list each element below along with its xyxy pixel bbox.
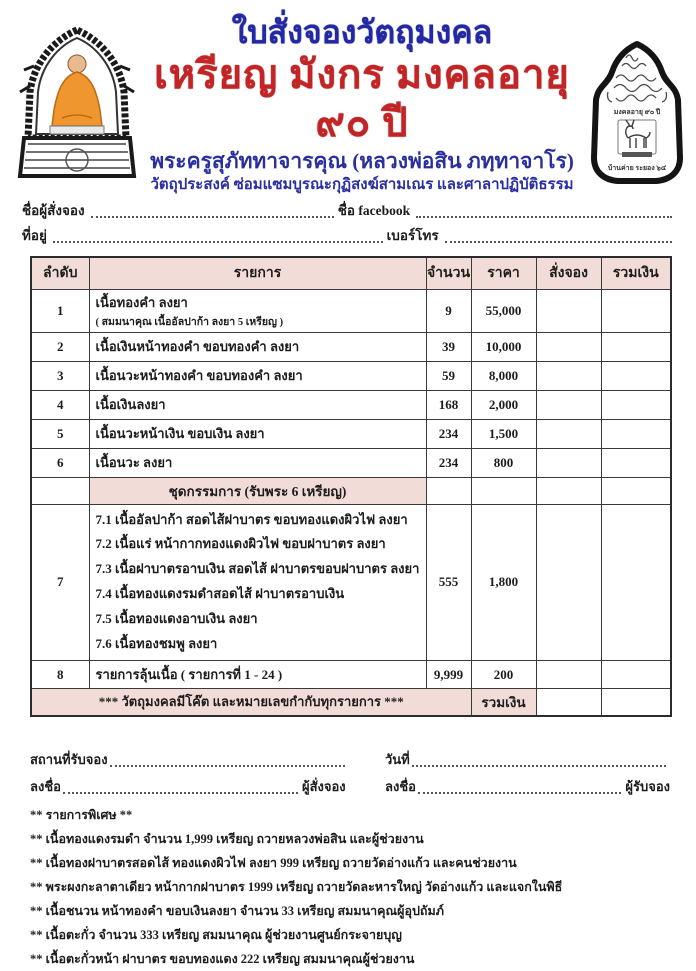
row-no: 2 (31, 332, 89, 361)
special-item: ** พระผงกะลาตาเดียว หน้ากากฝาบาตร 1999 เหรียญ ถวายวัดละหารใหญ่ วัดอ่างแก้ว และแจกในพิธี (30, 879, 563, 894)
order-blank-cell (536, 390, 601, 419)
qty-cell: 234 (426, 419, 471, 448)
sign-label: ลงชื่อ (385, 778, 416, 794)
total-blank-cell (601, 361, 671, 390)
special-item: ** เนื้อตะกั่วหน้า ฝาบาตร ขอบทองแดง 222 เหรียญ สมมนาคุณผู้ช่วยงาน (30, 951, 415, 966)
form-header (0, 0, 696, 192)
table-row (31, 390, 671, 419)
qty-cell: 168 (426, 390, 471, 419)
price-cell: 200 (471, 661, 536, 689)
total-blank-cell (601, 332, 671, 361)
qty-cell: 555 (426, 504, 471, 661)
item-name: เนื้อทองคำ ลงยา (95, 294, 188, 310)
sub-item: 7.3 เนื้อฝาบาตรอาบเงิน สอดไส้ ฝาบาตรขอบฝาบาตร ลงยา (95, 561, 420, 577)
special-item: ** เนื้อตะกั่ว จำนวน 333 เหรียญ สมมนาคุณ ผู้ช่วยงานศูนย์กระจายบุญ (30, 927, 402, 942)
purpose-line: วัตถุประสงค์ ซ่อมแซมบูรณะกุฏิสงฆ์สามเณร และศาลาปฏิบัติธรรม (150, 177, 574, 194)
order-blank-cell (536, 504, 601, 661)
receiver-signature-block (385, 743, 670, 797)
dotted-line (412, 765, 666, 767)
code-note: *** วัตถุมงคลมีโค๊ต และหมายเลขกำกับทุกรายการ *** (31, 689, 471, 716)
receiver-label: ผู้รับจอง (625, 778, 670, 794)
special-item: ** เนื้อชนวน หน้าทองคำ ขอบเงินลงยา จำนวน 33 เหรียญ สมมนาคุณผู้อุปถัมภ์ (30, 903, 444, 918)
price-cell: 55,000 (471, 289, 536, 332)
sub-item: 7.6 เนื้อทองชมพู ลงยา (95, 636, 218, 652)
orderer-name-row (22, 196, 676, 221)
col-header-order: สั่งจอง (536, 257, 601, 289)
total-blank-cell (601, 689, 671, 716)
qty-cell: 9 (426, 289, 471, 332)
special-item: ** เนื้อทองฝาบาตรสอดไส้ ทองแดงผิวไฟ ลงยา 999 เหรียญ ถวายวัดอ่างแก้ว และคนช่วยงาน (30, 855, 517, 870)
dotted-line (445, 241, 672, 243)
special-title: ** รายการพิเศษ ** (30, 807, 133, 822)
order-blank-cell (536, 361, 601, 390)
total-blank-cell (601, 504, 671, 661)
qty-cell: 234 (426, 448, 471, 477)
orderer-sign-row (30, 770, 380, 797)
sub-item: 7.1 เนื้ออัลปาก้า สอดไส้ฝาบาตร ขอบทองแดงผิวไฟ ลงยา (95, 511, 408, 527)
receiver-sign-row (385, 770, 670, 797)
form-title: ใบสั่งจองวัตถุมงคล (231, 14, 493, 50)
row-no: 7 (31, 504, 89, 661)
table-row (31, 361, 671, 390)
sub-item: 7.5 เนื้อทองแดงอาบเงิน ลงยา (95, 611, 258, 627)
price-cell: 800 (471, 448, 536, 477)
place-label: สถานที่รับจอง (30, 751, 108, 767)
dotted-line (418, 792, 621, 794)
order-table (30, 256, 672, 717)
order-blank-cell (536, 689, 601, 716)
facebook-label: ชื่อ facebook (337, 203, 411, 218)
total-blank-cell (601, 390, 671, 419)
table-row (31, 419, 671, 448)
col-header-qty: จำนวน (426, 257, 471, 289)
row-no: 5 (31, 419, 89, 448)
row-no: 1 (31, 289, 89, 332)
item-cell: เนื้อนวะ ลงยา (89, 448, 426, 477)
row-no: 6 (31, 448, 89, 477)
dotted-line (53, 241, 383, 243)
qty-cell: 9,999 (426, 661, 471, 689)
col-header-total: รวมเงิน (601, 257, 671, 289)
total-blank-cell (601, 661, 671, 689)
qty-cell: 59 (426, 361, 471, 390)
order-blank-cell (536, 661, 601, 689)
col-header-price: ราคา (471, 257, 536, 289)
total-blank-cell (601, 289, 671, 332)
price-cell: 1,800 (471, 504, 536, 661)
date-row (385, 743, 670, 770)
orderer-signature-block (30, 743, 380, 797)
sign-label: ลงชื่อ (30, 778, 61, 794)
item-cell: เนื้อเงินลงยา (89, 390, 426, 419)
table-row (31, 661, 671, 689)
item-cell: เนื้อนวะหน้าเงิน ขอบเงิน ลงยา (89, 419, 426, 448)
amulet-yantra-image (586, 40, 688, 186)
blank-cell (471, 477, 536, 504)
row-no: 3 (31, 361, 89, 390)
address-row (22, 221, 676, 246)
header-titles (140, 14, 584, 196)
col-header-no: ลำดับ (31, 257, 89, 289)
blank-cell (536, 477, 601, 504)
section-header-label: ชุดกรรมการ (รับพระ 6 เหรียญ) (89, 477, 426, 504)
special-items-section (30, 803, 676, 971)
contact-section (22, 196, 676, 246)
order-blank-cell (536, 448, 601, 477)
row-no: 4 (31, 390, 89, 419)
price-cell: 2,000 (471, 390, 536, 419)
sub-item: 7.2 เนื้อแร่ หน้ากากทองแดงผิวไฟ ขอบฝาบาตร ลงยา (95, 536, 386, 552)
price-cell: 10,000 (471, 332, 536, 361)
orderer-label: ผู้สั่งจอง (301, 778, 346, 794)
monk-name-subtitle: พระครูสุภัททาจารคุณ (หลวงพ่อสิน ภทฺทาจาโร) (150, 148, 574, 173)
row-no: 8 (31, 661, 89, 689)
table-footer-row (31, 689, 671, 716)
price-cell: 8,000 (471, 361, 536, 390)
table-row (31, 289, 671, 332)
blank-cell (31, 477, 89, 504)
item-note: ( สมมนาคุณ เนื้ออัลปาก้า ลงยา 5 เหรียญ ) (95, 316, 284, 328)
order-blank-cell (536, 289, 601, 332)
amulet-bottom-text: บ้านค่าย ระยอง ๖๔ (607, 164, 667, 172)
dotted-line (63, 792, 298, 794)
date-label: วันที่ (385, 751, 410, 767)
dotted-line (110, 765, 345, 767)
qty-cell: 39 (426, 332, 471, 361)
table-row (31, 332, 671, 361)
item-cell: เนื้อเงินหน้าทองคำ ขอบทองคำ ลงยา (89, 332, 426, 361)
address-label: ที่อยู่ (22, 228, 47, 243)
item-cell: รายการลุ้นเนื้อ ( รายการที่ 1 - 24 ) (89, 661, 426, 689)
orderer-name-label: ชื่อผู้สั่งจอง (22, 203, 85, 218)
price-cell: 1,500 (471, 419, 536, 448)
phone-label: เบอร์โทร (386, 228, 439, 243)
order-blank-cell (536, 332, 601, 361)
total-blank-cell (601, 419, 671, 448)
section-header-row (31, 477, 671, 504)
table-header-row (31, 257, 671, 289)
item-cell (89, 289, 426, 332)
committee-set-row (31, 504, 671, 661)
signature-section (30, 743, 670, 797)
blank-cell (426, 477, 471, 504)
total-blank-cell (601, 448, 671, 477)
blank-cell (601, 477, 671, 504)
place-row (30, 743, 380, 770)
monk-portrait-image (14, 26, 140, 184)
special-item: ** เนื้อทองแดงรมดำ จำนวน 1,999 เหรียญ ถวายหลวงพ่อสิน และผู้ช่วยงาน (30, 831, 424, 846)
grand-total-label: รวมเงิน (471, 689, 536, 716)
dotted-line (416, 216, 672, 218)
order-blank-cell (536, 419, 601, 448)
dotted-line (91, 216, 334, 218)
col-header-item: รายการ (89, 257, 426, 289)
sub-item: 7.4 เนื้อทองแดงรมดำสอดไส้ ฝาบาตรอาบเงิน (95, 586, 345, 602)
amulet-edition-title: เหรียญ มังกร มงคลอายุ ๙๐ ปี (154, 51, 570, 145)
item-cell (89, 504, 426, 661)
table-row (31, 448, 671, 477)
item-cell: เนื้อนวะหน้าทองคำ ขอบทองคำ ลงยา (89, 361, 426, 390)
amulet-top-text: มงคลอายุ ๙๐ ปี (613, 108, 661, 116)
